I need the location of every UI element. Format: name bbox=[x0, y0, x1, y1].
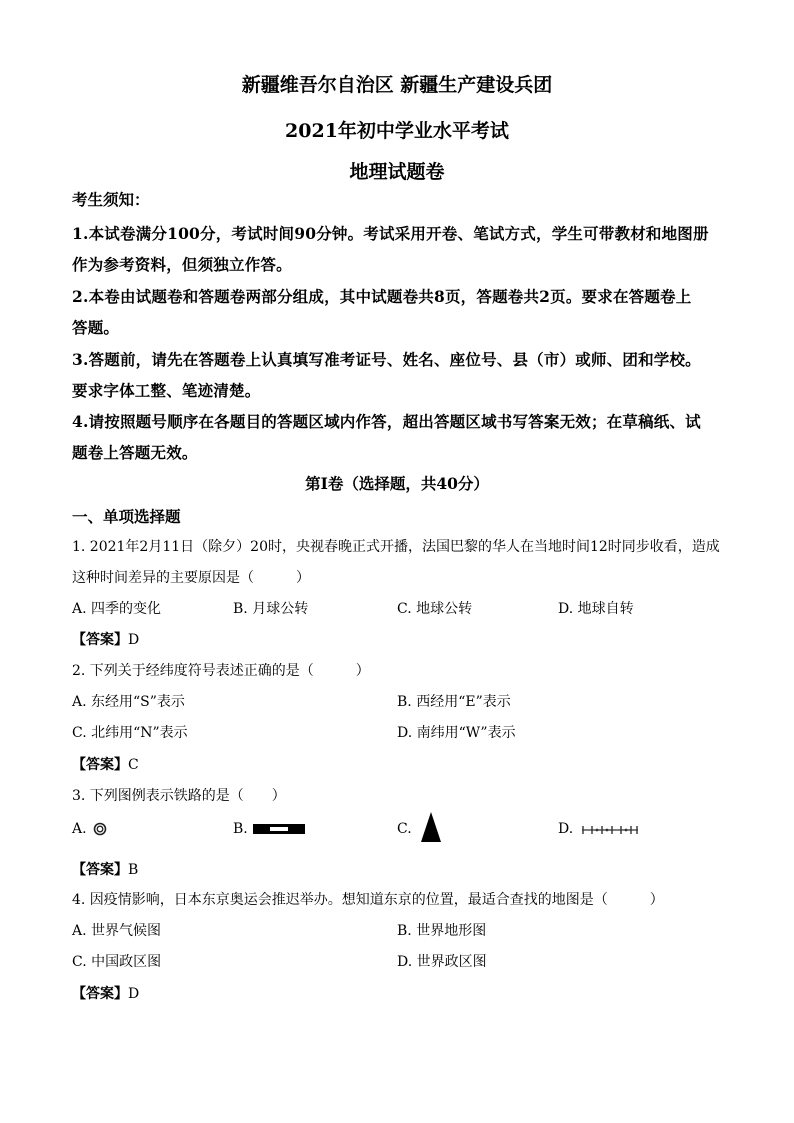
question-2-option-d: D. 南纬用“W”表示 bbox=[397, 725, 516, 741]
question-2-option-c: C. 北纬用“N”表示 bbox=[72, 725, 188, 741]
question-4-option-d: D. 世界政区图 bbox=[397, 954, 487, 970]
railway-symbol-icon bbox=[253, 824, 305, 834]
answer-value: D bbox=[128, 986, 140, 1002]
answer-label: 【答案】 bbox=[72, 757, 128, 773]
question-3-option-c: C. bbox=[397, 821, 412, 837]
question-3-option-d: D. bbox=[558, 821, 574, 837]
answer-label: 【答案】 bbox=[72, 986, 128, 1002]
answer-value: D bbox=[128, 632, 140, 648]
mountain-peak-symbol-icon bbox=[421, 812, 441, 842]
question-4-option-b: B. 世界地形图 bbox=[397, 923, 487, 939]
notice-heading: 考生须知： bbox=[72, 190, 150, 209]
question-3-option-a: A. bbox=[72, 821, 87, 837]
question-3-stem: 3. 下列图例表示铁路的是（ ） bbox=[72, 788, 286, 804]
question-2-option-a: A. 东经用“S”表示 bbox=[72, 694, 185, 710]
notice-line: 3.答题前，请先在答题卷上认真填写准考证号、姓名、座位号、县（市）或师、团和学校。 bbox=[72, 350, 701, 369]
question-1-stem: 1. 2021年2月11日（除夕）20时，央视春晚正式开播，法国巴黎的华人在当地时间12时同步收看，造成 bbox=[72, 539, 720, 555]
answer-label: 【答案】 bbox=[72, 632, 128, 648]
notice-line: 作为参考资料，但须独立作答。 bbox=[72, 255, 292, 274]
header-title-line1: 新疆维吾尔自治区 新疆生产建设兵团 bbox=[241, 74, 553, 96]
answer-value: C bbox=[128, 757, 139, 773]
question-2-answer bbox=[72, 754, 139, 774]
section-title: 第Ⅰ卷（选择题，共40分） bbox=[305, 474, 489, 493]
question-4-stem: 4. 因疫情影响，日本东京奥运会推迟举办。想知道东京的位置，最适合查找的地图是（ ） bbox=[72, 892, 664, 908]
notice-line: 4.请按照题号顺序在各题目的答题区域内作答，超出答题区域书写答案无效；在草稿纸、试 bbox=[72, 412, 701, 431]
answer-value: B bbox=[128, 862, 139, 878]
header-title-line3: 地理试题卷 bbox=[349, 161, 445, 183]
question-1-option-b: B. 月球公转 bbox=[233, 601, 309, 617]
question-3-option-b: B. bbox=[233, 821, 248, 837]
boundary-line-symbol-icon bbox=[582, 826, 638, 834]
question-4-option-c: C. 中国政区图 bbox=[72, 954, 162, 970]
question-4-answer bbox=[72, 983, 139, 1003]
question-1-option-d: D. 地球自转 bbox=[558, 601, 634, 617]
question-1-option-c: C. 地球公转 bbox=[397, 601, 473, 617]
question-1-stem: 这种时间差异的主要原因是（ ） bbox=[72, 570, 310, 586]
question-1-option-a: A. 四季的变化 bbox=[72, 601, 162, 617]
question-2-stem: 2. 下列关于经纬度符号表述正确的是（ ） bbox=[72, 663, 370, 679]
notice-line: 1.本试卷满分100分，考试时间90分钟。考试采用开卷、笔试方式，学生可带教材和地图册 bbox=[72, 224, 709, 243]
notice-line: 2.本卷由试题卷和答题卷两部分组成，其中试题卷共8页，答题卷共2页。要求在答题卷上 bbox=[72, 287, 692, 306]
question-3-answer bbox=[72, 859, 138, 879]
question-2-option-b: B. 西经用“E”表示 bbox=[397, 694, 511, 710]
double-circle-symbol-icon bbox=[93, 822, 107, 836]
notice-line: 答题。 bbox=[72, 318, 120, 337]
header-title-line2: 2021年初中学业水平考试 bbox=[285, 120, 509, 142]
question-4-option-a: A. 世界气候图 bbox=[72, 923, 162, 939]
notice-line: 题卷上答题无效。 bbox=[72, 443, 198, 462]
notice-line: 要求字体工整、笔迹清楚。 bbox=[72, 381, 261, 400]
question-1-answer bbox=[72, 629, 139, 649]
part-title: 一、单项选择题 bbox=[72, 507, 181, 526]
answer-label: 【答案】 bbox=[72, 862, 128, 878]
